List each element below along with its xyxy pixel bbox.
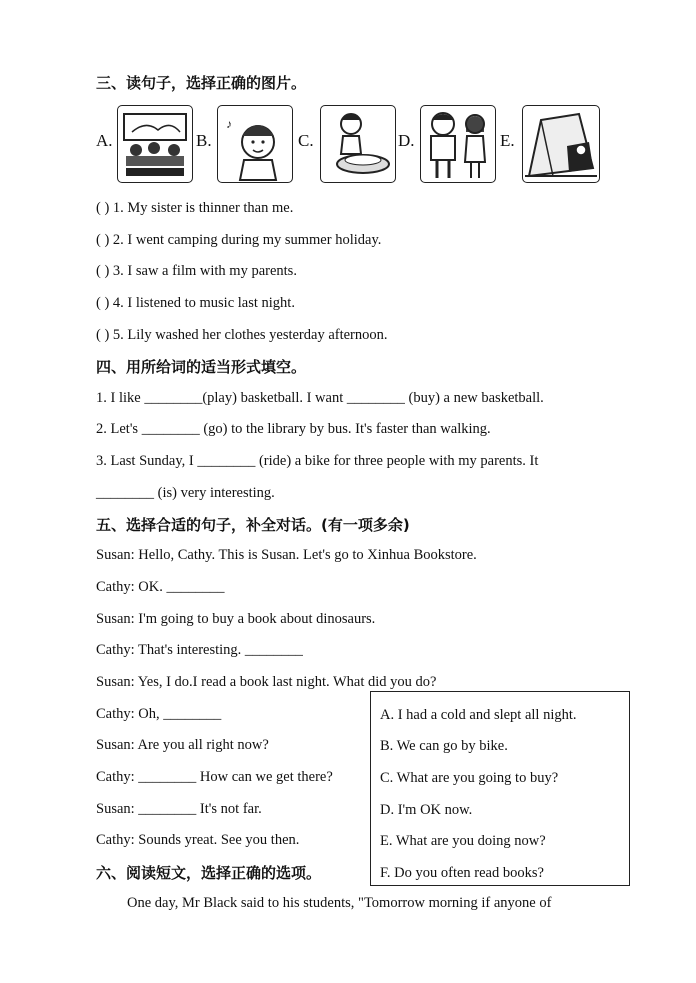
- section3-item-2: ( ) 2. I went camping during my summer holiday.: [96, 232, 382, 248]
- section3-item-1: ( ) 1. My sister is thinner than me.: [96, 200, 294, 216]
- dialogue-line-3: Susan: I'm going to buy a book about dinosaurs.: [96, 611, 376, 627]
- svg-text:♪: ♪: [226, 117, 232, 131]
- option-b: B. We can go by bike.: [380, 738, 508, 754]
- section4-item-3-cont: ________ (is) very interesting.: [96, 485, 275, 501]
- passage-first-line: One day, Mr Black said to his students, "Tomorrow morning if anyone of: [127, 895, 552, 911]
- dialogue-line-6: Cathy: Oh, ________: [96, 706, 222, 722]
- picture-d-siblings: [420, 105, 496, 183]
- pic-label-b: B.: [196, 131, 212, 150]
- washing-clothes-icon: [321, 106, 395, 182]
- section3-item-4: ( ) 4. I listened to music last night.: [96, 295, 295, 311]
- cinema-icon: [118, 106, 192, 182]
- section4-item-3: 3. Last Sunday, I ________ (ride) a bike for three people with my parents. It: [96, 453, 539, 469]
- option-e: E. What are you doing now?: [380, 833, 546, 849]
- dialogue-line-1: Susan: Hello, Cathy. This is Susan. Let's go to Xinhua Bookstore.: [96, 547, 477, 563]
- picture-b-music: [217, 105, 293, 183]
- pic-label-d: D.: [398, 131, 415, 150]
- section6-title: 六、阅读短文，选择正确的选项。: [96, 864, 322, 882]
- dialogue-line-4: Cathy: That's interesting. ________: [96, 642, 303, 658]
- pic-label-c: C.: [298, 131, 314, 150]
- dialogue-line-9: Susan: ________ It's not far.: [96, 801, 262, 817]
- listening-music-icon: [218, 106, 292, 182]
- pic-label-e: E.: [500, 131, 515, 150]
- picture-a-cinema: [117, 105, 193, 183]
- dialogue-line-8: Cathy: ________ How can we get there?: [96, 769, 333, 785]
- picture-c-washing: [320, 105, 396, 183]
- dialogue-line-7: Susan: Are you all right now?: [96, 737, 269, 753]
- section4-title: 四、用所给词的适当形式填空。: [96, 358, 307, 376]
- section4-item-1: 1. I like ________(play) basketball. I want ________ (buy) a new basketball.: [96, 390, 544, 406]
- pic-label-a: A.: [96, 131, 113, 150]
- dialogue-line-10: Cathy: Sounds yreat. See you then.: [96, 832, 300, 848]
- option-c: C. What are you going to buy?: [380, 770, 559, 786]
- tent-icon: [523, 106, 599, 182]
- picture-e-camping: [522, 105, 600, 183]
- options-box: [370, 691, 630, 886]
- section3-title: 三、读句子，选择正确的图片。: [96, 74, 307, 92]
- section5-title: 五、选择合适的句子，补全对话。(有一项多余): [96, 516, 410, 534]
- option-f: F. Do you often read books?: [380, 865, 544, 881]
- section4-item-2: 2. Let's ________ (go) to the library by bus. It's faster than walking.: [96, 421, 491, 437]
- section3-item-3: ( ) 3. I saw a film with my parents.: [96, 263, 297, 279]
- dialogue-line-2: Cathy: OK. ________: [96, 579, 225, 595]
- option-a: A. I had a cold and slept all night.: [380, 707, 577, 723]
- option-d: D. I'm OK now.: [380, 802, 473, 818]
- dialogue-line-5: Susan: Yes, I do.I read a book last night. What did you do?: [96, 674, 437, 690]
- two-children-icon: [421, 106, 495, 182]
- section3-item-5: ( ) 5. Lily washed her clothes yesterday afternoon.: [96, 327, 388, 343]
